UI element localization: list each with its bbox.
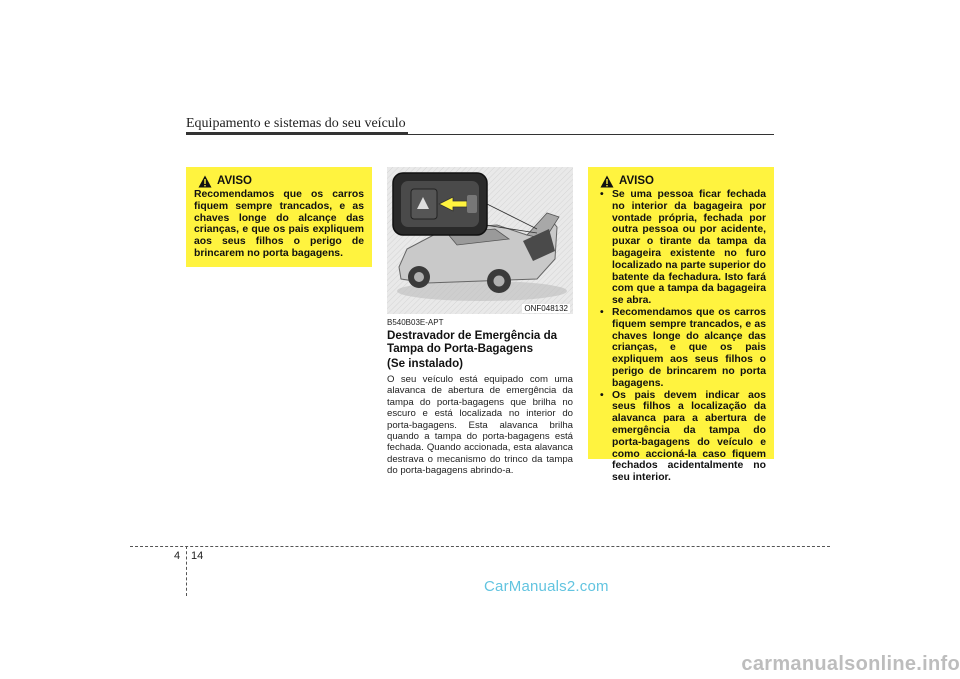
- header-rule: [186, 134, 774, 135]
- watermark-carmanualsonline: carmanualsonline.info: [741, 653, 960, 675]
- warning-triangle-icon: [600, 175, 614, 188]
- trunk-release-figure: [387, 167, 573, 314]
- warning-text: Recomendamos que os carros fiquem sempre trancados, e as chaves longe do alcançe das crianças, e que os pais expliquem aos seus filhos o perigo de brincarem no porta bagagens.: [194, 189, 364, 259]
- warning-head: [600, 175, 766, 188]
- chapter-number: 4: [174, 550, 181, 562]
- watermark-carmanuals2: CarManuals2.com: [484, 578, 609, 595]
- section-body: O seu veículo está equipado com uma alavanca de abertura de emergência da tampa do porta-bagagens que brilha no escuro e está localizada no interior do porta-bagagens. Esta alavanca brilha quando a tampa do porta-bagagens está fechada. Quando accionada, esta alavanca destrava o mecanismo do trinco da tampa do porta-bagagens abrindo-a.: [387, 374, 573, 477]
- warning-title: AVISO: [217, 174, 252, 187]
- warning-triangle-icon: [198, 175, 212, 188]
- warning-list: [596, 189, 766, 484]
- section-subtitle: (Se instalado): [387, 357, 464, 370]
- page-number: 14: [191, 550, 204, 562]
- warning-list-item: • Se uma pessoa ficar fechada no interior da bagageira por vontade própria, fechada por outra pessoa ou por acidente, puxar o tirante da tampa da bagageira existente no furo localizado na parte superior do batente da fechadura. Isto fará com que a tampa da bagageira se abra.: [596, 189, 766, 307]
- warning-list-item: • Recomendamos que os carros fiquem sempre trancados, e as chaves longe do alcançe das crianças, e que os pais expliquem aos seus filhos o perigo de brincarem no porta bagagens.: [596, 307, 766, 390]
- page-header-title: Equipamento e sistemas do seu veículo: [186, 116, 406, 131]
- figure-code: ONF048132: [524, 304, 568, 313]
- footer-rule: [130, 546, 830, 547]
- section-column: [387, 318, 573, 477]
- warning-box-right: [588, 167, 774, 484]
- footer-divider: [186, 546, 187, 596]
- warning-box-left: [186, 167, 372, 267]
- warning-head: [198, 175, 364, 188]
- warning-title: AVISO: [619, 174, 654, 187]
- section-title: Destravador de Emergência da Tampa do Porta-Bagagens: [387, 329, 558, 355]
- section-code: B540B03E-APT: [387, 318, 444, 327]
- car-trunk-illustration: [387, 167, 573, 314]
- warning-list-item: • Os pais devem indicar aos seus filhos a localização da alavanca para a abertura de emergência da tampa do porta-bagagens do veículo e como accioná-la caso fiquem fechados acidentalmente no seu interior.: [596, 390, 766, 484]
